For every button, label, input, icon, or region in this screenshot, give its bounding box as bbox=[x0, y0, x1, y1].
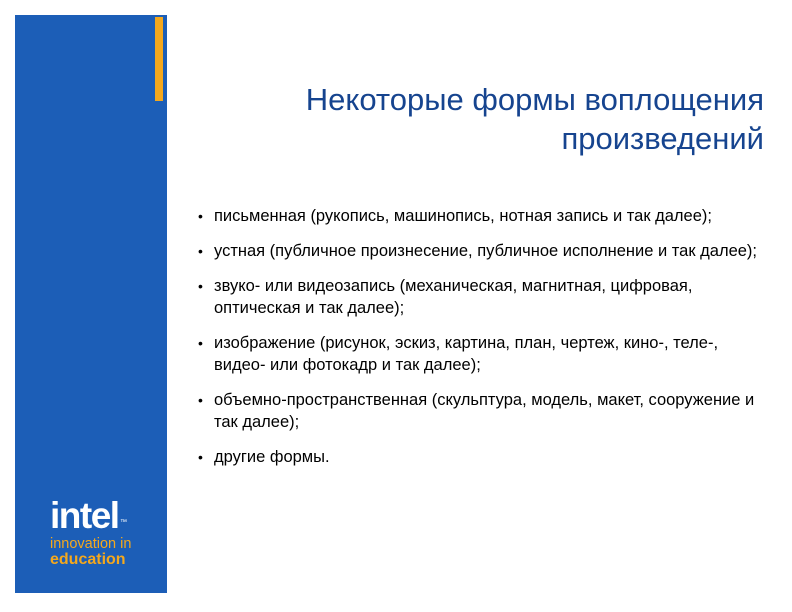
logo-brand: intel bbox=[50, 495, 119, 536]
logo-tagline-2: education bbox=[50, 551, 126, 568]
bullet-dot-icon: • bbox=[198, 392, 203, 408]
logo-tagline-1: innovation in bbox=[50, 536, 132, 552]
bullet-item bbox=[196, 240, 771, 262]
bullet-dot-icon: • bbox=[198, 335, 203, 351]
bullet-item bbox=[196, 389, 771, 433]
logo-trademark: ™ bbox=[120, 519, 127, 526]
bullet-dot-icon: • bbox=[198, 449, 203, 465]
bullet-text: другие формы. bbox=[214, 448, 330, 466]
bullet-text: устная (публичное произнесение, публичное исполнение и так далее); bbox=[214, 242, 758, 260]
intel-logo bbox=[50, 496, 160, 568]
bullet-dot-icon: • bbox=[198, 243, 203, 259]
bullet-text: объемно-пространственная (скульптура, модель, макет, сооружение и так далее); bbox=[214, 391, 755, 431]
bullet-dot-icon: • bbox=[198, 208, 203, 224]
slide-title-line-2: произведений bbox=[561, 121, 764, 156]
slide-title bbox=[204, 80, 764, 158]
bullet-text: звуко- или видеозапись (механическая, магнитная, цифровая, оптическая и так далее); bbox=[214, 277, 693, 317]
bullet-list bbox=[196, 205, 771, 481]
bullet-item bbox=[196, 446, 771, 468]
bullet-item bbox=[196, 205, 771, 227]
slide-title-line-1: Некоторые формы воплощения bbox=[305, 82, 764, 117]
bullet-text: письменная (рукопись, машинопись, нотная запись и так далее); bbox=[214, 207, 712, 225]
bullet-item bbox=[196, 332, 771, 376]
bullet-dot-icon: • bbox=[198, 278, 203, 294]
bullet-item bbox=[196, 275, 771, 319]
bullet-text: изображение (рисунок, эскиз, картина, план, чертеж, кино-, теле-, видео- или фотокадр и так далее); bbox=[214, 334, 719, 374]
orange-accent-bar bbox=[155, 17, 163, 101]
